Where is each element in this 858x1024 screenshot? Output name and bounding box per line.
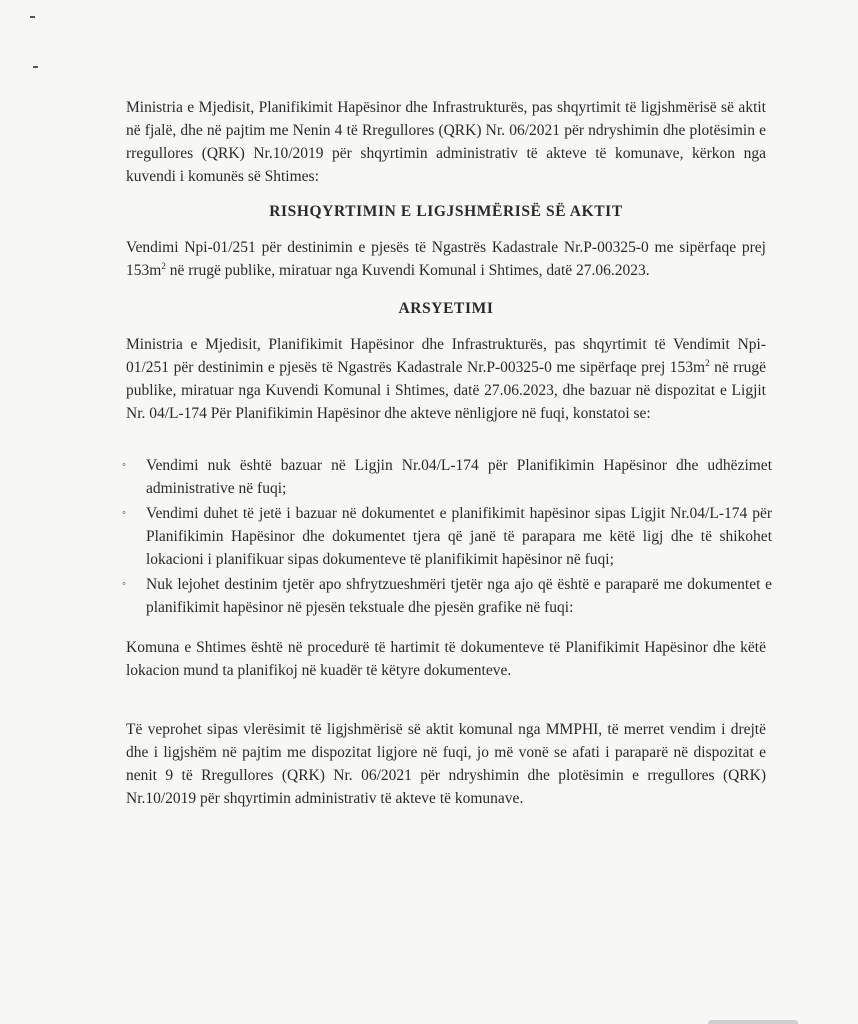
list-item <box>120 502 772 571</box>
list-item <box>120 454 772 500</box>
list-item-text: Vendimi duhet të jetë i bazuar në dokumentet e planifikimit hapësinor sipas Ligjit Nr.04/L-174 për Planifikimin Hapësinor dhe dokumentet tjera që janë të parapara me këtë ligj dhe të shikohet lokacioni i planifikuar sipas dokumenteve të planifikimit hapësinor në fuqi; <box>146 505 772 568</box>
scan-mark <box>30 16 35 18</box>
reason-text: Ministria e Mjedisit, Planifikimit Hapësinor dhe Infrastrukturës, pas shqyrtimit të Vendimit Npi-01/251 për destinimin e pjesës të Ngastrës Kadastrale Nr.P-00325-0 me sipërfaqe prej 153m <box>126 336 766 376</box>
review-heading: RISHQYRTIMIN E LIGJSHMËRISË SË AKTIT <box>269 203 623 220</box>
reason-paragraph <box>126 333 766 425</box>
list-item <box>120 573 772 619</box>
superscript: 2 <box>705 357 710 368</box>
municipality-paragraph: Komuna e Shtimes është në procedurë të hartimit të dokumenteve të Planifikimit Hapësinor dhe këtë lokacion mund ta planifikoj në kuadër të këtyre dokumenteve. <box>126 639 766 679</box>
list-item-text: Nuk lejohet destinim tjetër apo shfrytzueshmëri tjetër nga ajo që është e paraparë me dokumentet e planifikimit hapësinor në pjesën tekstuale dhe pjesën grafike në fuqi: <box>146 576 772 616</box>
superscript: 2 <box>161 260 166 271</box>
bullet-icon: ◦ <box>122 578 126 590</box>
scan-edge <box>708 1020 798 1024</box>
reason-text-end: në rrugë publike, miratuar nga Kuvendi Komunal i Shtimes, datë 27.06.2023, dhe bazuar në dispozitat e Ligjit Nr. 04/L-174 Për Planifikimin Hapësinor dhe akteve nënligjore në fuqi, konstatoi se: <box>126 359 766 422</box>
bullet-icon: ◦ <box>122 507 126 519</box>
decision-paragraph <box>126 236 766 282</box>
intro-paragraph: Ministria e Mjedisit, Planifikimit Hapësinor dhe Infrastrukturës, pas shqyrtimit të ligjshmërisë së aktit në fjalë, dhe në pajtim me Nenin 4 të Rregullores (QRK) Nr. 06/2021 për ndryshimin dhe plotësimin e rregullores (QRK) Nr.10/2019 për shqyrtimin administrativ të akteve të komunave, kërkon nga kuvendi i komunës së Shtimes: <box>126 99 766 185</box>
reason-heading: ARSYETIMI <box>398 300 494 317</box>
findings-list <box>120 454 772 619</box>
decision-text-end: në rrugë publike, miratuar nga Kuvendi Komunal i Shtimes, datë 27.06.2023. <box>165 262 650 279</box>
list-item-text: Vendimi nuk është bazuar në Ligjin Nr.04/L-174 për Planifikimin Hapësinor dhe udhëzimet administrative në fuqi; <box>146 457 772 497</box>
scan-mark <box>33 66 38 68</box>
closing-paragraph: Të veprohet sipas vlerësimit të ligjshmërisë së aktit komunal nga MMPHI, të merret vendim i drejtë dhe i ligjshëm në pajtim me dispozitat ligjore në fuqi, jo më vonë se afati i paraparë në dispozitat e nenit 9 të Rregullores (QRK) Nr. 06/2021 për ndryshimin dhe plotësimin e rregullores (QRK) Nr.10/2019 për shqyrtimin administrativ të akteve të komunave. <box>126 721 766 807</box>
bullet-icon: ◦ <box>122 459 126 471</box>
decision-text: Vendimi Npi-01/251 për destinimin e pjesës të Ngastrës Kadastrale Nr.P-00325-0 me sipërfaqe prej 153m <box>126 239 766 279</box>
